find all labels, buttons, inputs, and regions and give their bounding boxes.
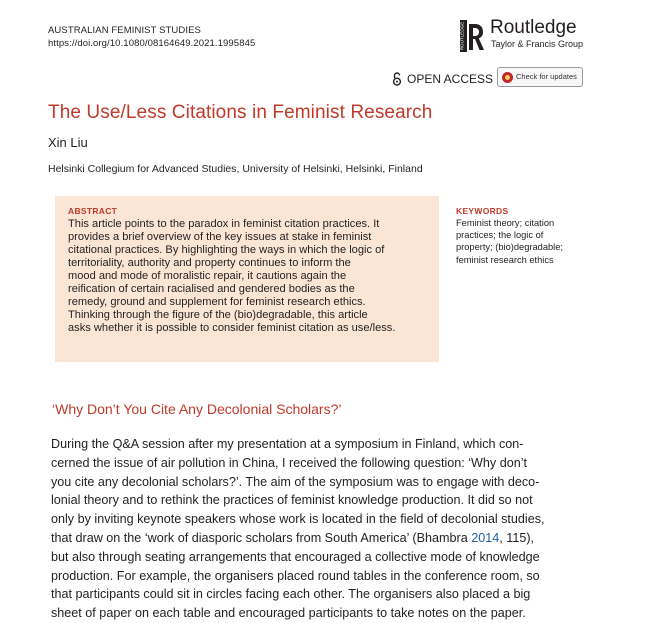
abstract-line: remedy, ground and supplement for feminist research ethics. [68, 296, 366, 308]
body-line: lonial theory and to rethink the practices of feminist knowledge production. It did so not [51, 493, 533, 508]
citation-tail: , 115), [499, 530, 535, 545]
open-access-label: OPEN ACCESS [407, 72, 494, 86]
keywords-list [456, 217, 584, 266]
abstract-line: citational practices. By highlighting the ways in which the logic of [68, 244, 385, 256]
body-line: but also through seating arrangements that encouraged a collective mode of knowledge [51, 549, 540, 564]
keywords-line: feminist research ethics [456, 254, 554, 265]
body-line: that participants could sit in circles facing each other. The organisers also placed a big [51, 587, 531, 602]
body-line: sheet of paper on each table and encouraged participants to take notes on the paper. [51, 606, 526, 621]
body-paragraph [51, 435, 586, 623]
author-name: Xin Liu [48, 135, 88, 150]
article-title: The Use/Less Citations in Feminist Research [48, 102, 433, 123]
body-line: production. For example, the organisers placed round tables in the conference room, so [51, 568, 540, 583]
journal-name: AUSTRALIAN FEMINIST STUDIES [48, 25, 201, 36]
abstract-line: This article points to the paradox in feminist citation practices. It [68, 218, 380, 230]
abstract-line: mood and mode of moralistic repair, it cautions again the [68, 270, 347, 282]
publisher-name: Routledge [490, 17, 577, 38]
body-line-text: that draw on the ‘work of diasporic scholars from South America’ (Bhambra [51, 530, 472, 545]
keywords-label: KEYWORDS [456, 206, 509, 216]
citation-link[interactable]: 2014 [471, 530, 500, 545]
open-access-badge [392, 70, 493, 88]
body-line: you cite any decolonial scholars?’. The aim of the symposium was to engage with deco- [51, 474, 540, 489]
publisher-subtitle: Taylor & Francis Group [491, 39, 584, 49]
body-line: During the Q&A session after my presentation at a symposium in Finland, which con- [51, 437, 524, 451]
abstract-line: Thinking through the figure of the (bio)degradable, this article [68, 309, 368, 321]
crossmark-icon [502, 72, 513, 83]
abstract-line: territoriality, authority and property continues to inform the [68, 257, 351, 269]
abstract-line: provides a brief overview of the key issues at stake in feminist [68, 231, 372, 243]
abstract-label: ABSTRACT [68, 206, 118, 216]
keywords-line: Feminist theory; citation [456, 218, 555, 228]
routledge-logo-icon [460, 20, 484, 52]
keywords-line: practices; the logic of [456, 230, 544, 241]
publisher-logo [460, 14, 610, 56]
abstract-line: reification of certain racialised and gendered bodies as the [68, 283, 355, 295]
body-line-with-citation [51, 529, 586, 548]
section-heading: ‘Why Don’t You Cite Any Decolonial Scholars?’ [52, 401, 342, 417]
body-line: only by inviting keynote speakers whose work is located in the field of decolonial studies, [51, 512, 545, 527]
doi-link[interactable]: https://doi.org/10.1080/08164649.2021.1995845 [48, 38, 256, 49]
journal-header [48, 24, 255, 50]
abstract-line: asks whether it is possible to consider feminist citation as use/less. [68, 322, 396, 334]
check-for-updates-label: Check for updates [516, 72, 577, 81]
author-affiliation: Helsinki Collegium for Advanced Studies, University of Helsinki, Helsinki, Finland [48, 163, 423, 175]
keywords-line: property; (bio)degradable; [456, 242, 563, 253]
body-line: cerned the issue of air pollution in China, I received the following question: ‘Why don’t [51, 455, 528, 470]
publisher-side-mark: ROUTLEDGE [460, 21, 465, 51]
abstract-text [68, 218, 432, 335]
open-lock-icon [392, 72, 402, 86]
check-for-updates-button[interactable] [497, 67, 583, 87]
